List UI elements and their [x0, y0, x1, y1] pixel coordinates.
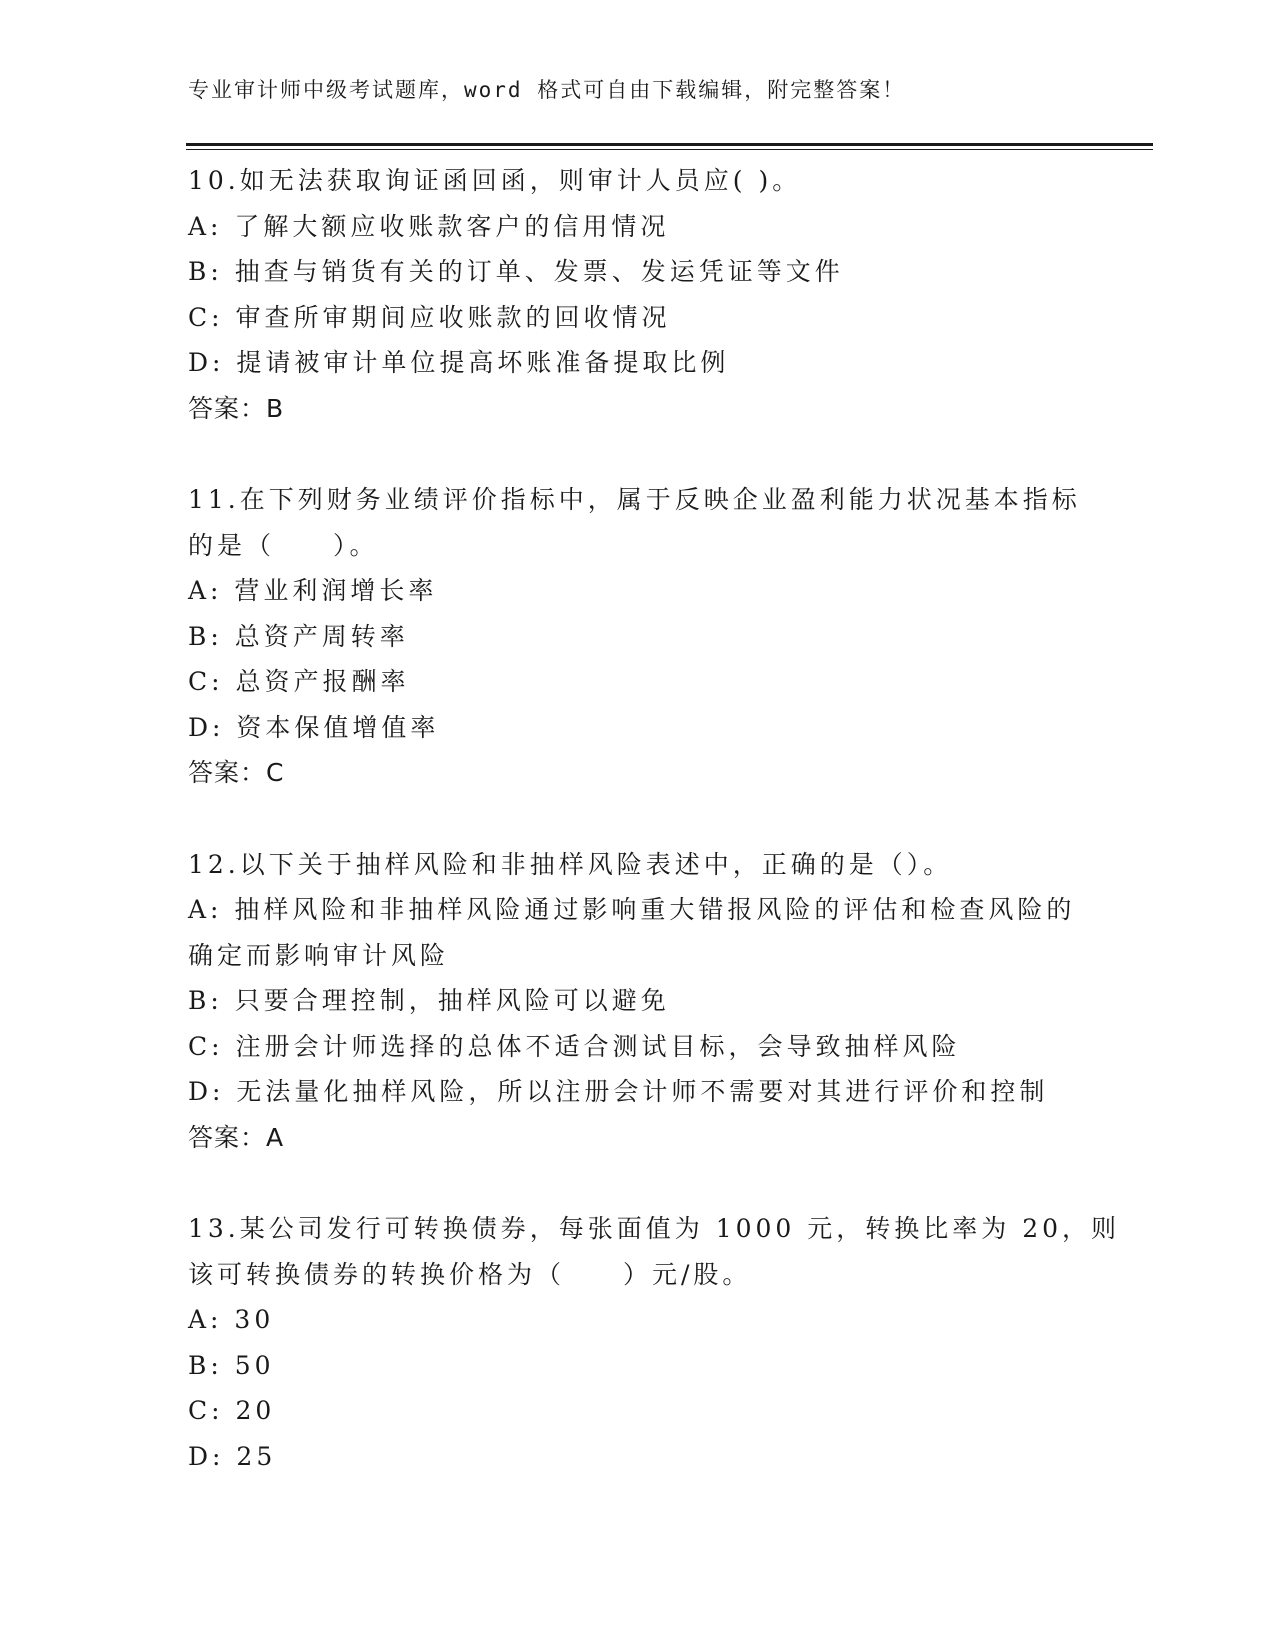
question-stem-continued: 该可转换债券的转换价格为（ ）元/股。	[188, 1259, 752, 1289]
header-rule-thick	[186, 143, 1153, 146]
header-rule-thin	[186, 149, 1153, 150]
option-a: A: 营业利润增长率	[188, 576, 438, 605]
option-b: B: 抽查与销货有关的订单、发票、发运凭证等文件	[188, 257, 844, 286]
option-d: D: 25	[188, 1441, 277, 1471]
question-stem: 12.以下关于抽样风险和非抽样风险表述中，正确的是（）。	[188, 849, 953, 879]
question-10	[188, 158, 1088, 431]
option-d: D: 提请被审计单位提高坏账准备提取比例	[188, 348, 730, 377]
option-c: C: 注册会计师选择的总体不适合测试目标，会导致抽样风险	[188, 1031, 961, 1061]
option-b: B: 50	[188, 1350, 275, 1380]
option-c: C: 总资产报酬率	[188, 667, 410, 696]
answer-line: 答案：B	[188, 393, 285, 423]
option-a: A: 抽样风险和非抽样风险通过影响重大错报风险的评估和检查风险的	[188, 895, 1076, 924]
option-d: D: 无法量化抽样风险，所以注册会计师不需要对其进行评价和控制	[188, 1077, 1049, 1106]
option-a: A: 了解大额应收账款客户的信用情况	[188, 211, 670, 241]
option-c: C: 20	[188, 1396, 276, 1425]
question-12	[188, 842, 1088, 1161]
question-stem: 10.如无法获取询证函回函，则审计人员应( )。	[188, 166, 802, 195]
option-b: B: 只要合理控制，抽样风险可以避免	[188, 986, 670, 1015]
question-stem-continued: 的是（ ）。	[188, 530, 379, 560]
option-a: A: 30	[188, 1305, 275, 1334]
option-d: D: 资本保值增值率	[188, 712, 440, 742]
option-b: B: 总资产周转率	[188, 621, 409, 651]
answer-line: 答案：A	[188, 1122, 285, 1152]
question-stem: 11.在下列财务业绩评价指标中，属于反映企业盈利能力状况基本指标	[188, 485, 1081, 514]
question-13	[188, 1206, 1121, 1479]
option-c: C: 审查所审期间应收账款的回收情况	[188, 302, 671, 332]
question-11	[188, 477, 1088, 796]
header-note: 专业审计师中级考试题库，word 格式可自由下载编辑，附完整答案！	[188, 78, 906, 102]
answer-line: 答案：C	[188, 758, 285, 787]
question-list	[188, 158, 1121, 1525]
option-a-continued: 确定而影响审计风险	[188, 940, 450, 970]
question-stem: 13.某公司发行可转换债券，每张面值为 1000 元，转换比率为 20，则	[188, 1214, 1121, 1243]
